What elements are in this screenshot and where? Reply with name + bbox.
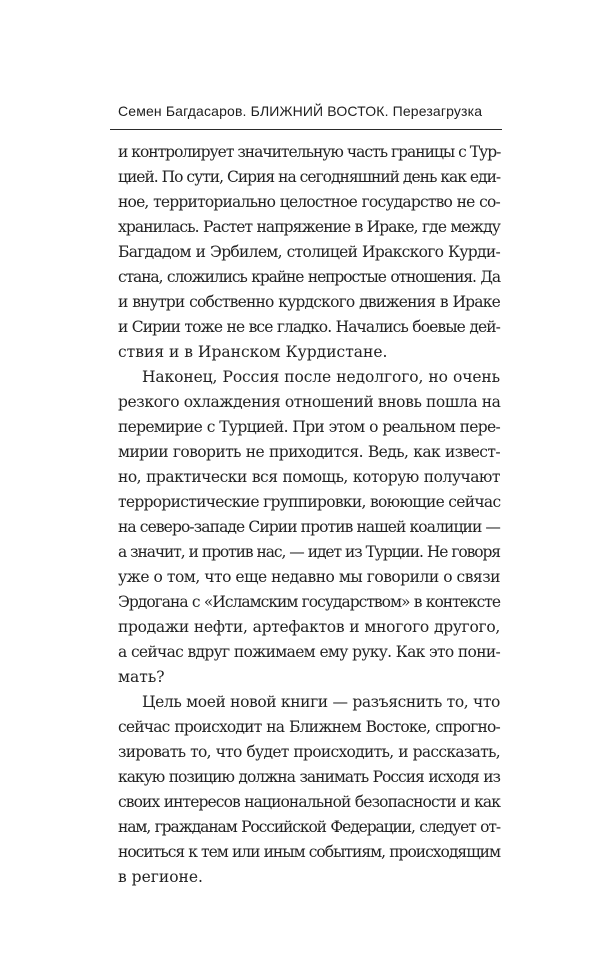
header-rule	[110, 129, 502, 130]
text-line: мать?	[118, 668, 165, 686]
text-line: нам, гражданам Российской Федерации, следует от-	[118, 818, 500, 836]
text-line: сейчас происходит на Ближнем Востоке, спрогно-	[118, 718, 500, 736]
text-line: цией. По сути, Сирия на сегодняшний день как еди-	[118, 168, 501, 186]
text-line: какую позицию должна занимать Россия исходя из	[118, 768, 500, 786]
text-line: террористические группировки, воюющие сейчас	[118, 493, 501, 511]
text-line: и внутри собственно курдского движения в Ираке	[118, 293, 500, 311]
text-line: а сейчас вдруг пожимаем ему руку. Как это пони-	[118, 643, 500, 661]
text-line: ствия и в Иранском Курдистане.	[118, 343, 388, 361]
text-line: на северо-западе Сирии против нашей коалиции —	[118, 518, 501, 536]
text-line: Багдадом и Эрбилем, столицей Иракского Курди-	[118, 243, 500, 261]
text-line: и контролирует значительную часть границы с Тур-	[118, 143, 501, 161]
text-line: продажи нефти, артефактов и многого другого,	[118, 618, 500, 636]
text-line: в регионе.	[118, 868, 203, 886]
text-line: мирии говорить не приходится. Ведь, как извест-	[118, 443, 500, 461]
text-line: ное, территориально целостное государство не со-	[118, 193, 500, 211]
running-head: Семен Багдасаров. БЛИЖНИЙ ВОСТОК. Перезагрузка	[118, 103, 483, 119]
text-line: резкого охлаждения отношений вновь пошла на	[118, 393, 501, 411]
text-line: уже о том, что еще недавно мы говорили о связи	[118, 568, 500, 586]
text-line: носиться к тем или иным событиям, происходящим	[118, 843, 500, 861]
text-line: Наконец, Россия после недолгого, но очень	[142, 368, 500, 386]
text-line: перемирие с Турцией. При этом о реальном пере-	[118, 418, 500, 436]
text-line: Цель моей новой книги — разъяснить то, что	[142, 693, 500, 711]
text-line: хранилась. Растет напряжение в Ираке, где между	[118, 218, 500, 236]
text-line: а значит, и против нас, — идет из Турции. Не говоря	[118, 543, 500, 561]
text-line: стана, сложились крайне непростые отношения. Да	[118, 268, 500, 286]
text-line: своих интересов национальной безопасности и как	[118, 793, 500, 811]
text-line: и Сирии тоже не все гладко. Начались боевые дей-	[118, 318, 500, 336]
paragraph-2	[118, 365, 500, 690]
text-line: зировать то, что будет происходить, и рассказать,	[118, 743, 500, 761]
paragraph-3	[118, 690, 500, 890]
text-line: Эрдогана с «Исламским государством» в контексте	[118, 593, 500, 611]
text-line: но, практически вся помощь, которую получают	[118, 468, 500, 486]
paragraph-1	[118, 140, 500, 365]
body-text	[118, 140, 500, 890]
